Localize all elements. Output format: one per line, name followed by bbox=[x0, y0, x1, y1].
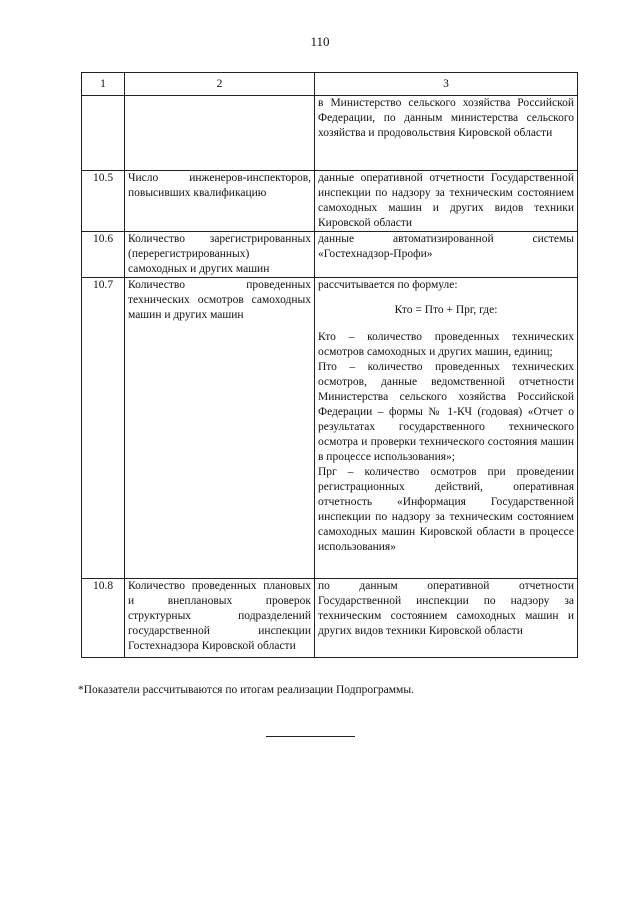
formula: Кто = Пто + Прг, где: bbox=[394, 304, 498, 316]
formula-term: Кто – количество проведенных технических осмотров самоходных и других машин, единиц; bbox=[318, 331, 574, 358]
data-source: в Министерство сельского хозяйства Российской Федерации, по данным министерства сельского хозяйства и продовольствия Кировской области bbox=[315, 96, 578, 171]
row-number bbox=[82, 96, 125, 171]
indicator-name: Число инженеров-инспекторов, повысивших квалификацию bbox=[125, 171, 315, 232]
indicator-name: Количество зарегистрированных (перерегистрированных) самоходных и других машин bbox=[125, 232, 315, 278]
formula-intro: рассчитывается по формуле: bbox=[318, 279, 458, 291]
table-row bbox=[82, 96, 578, 171]
data-source bbox=[315, 278, 578, 579]
row-number: 10.6 bbox=[82, 232, 125, 278]
row-number: 10.5 bbox=[82, 171, 125, 232]
formula-term: Прг – количество осмотров при проведении регистрационных действий, оперативная отчетность «Информация Государственной инспекции по надзору за техническим состоянием самоходных машин Кировской области в процессе использования» bbox=[318, 466, 574, 553]
data-source: данные автоматизированной системы «Гостехнадзор-Профи» bbox=[315, 232, 578, 278]
page-number: 110 bbox=[310, 34, 330, 49]
indicators-table bbox=[81, 72, 578, 658]
table-row bbox=[82, 232, 578, 278]
table-row bbox=[82, 579, 578, 658]
indicator-name: Количество проведенных технических осмотров самоходных машин и других машин bbox=[125, 278, 315, 579]
table-header-row bbox=[82, 73, 578, 96]
data-source: данные оперативной отчетности Государственной инспекции по надзору за техническим состоянием самоходных машин и других видов техники Кировской области bbox=[315, 171, 578, 232]
footnote: *Показатели рассчитываются по итогам реализации Подпрограммы. bbox=[78, 684, 414, 696]
indicator-name: Количество проведенных плановых и внеплановых проверок структурных подразделений государственной инспекции Гостехнадзора Кировской области bbox=[125, 579, 315, 658]
data-source: по данным оперативной отчетности Государственной инспекции по надзору за техническим состоянием самоходных машин и других видов техники Кировской области bbox=[315, 579, 578, 658]
table-row bbox=[82, 278, 578, 579]
column-header-2: 2 bbox=[125, 73, 315, 96]
formula-term: Пто – количество проведенных технических осмотров, данные ведомственной отчетности Министерства сельского хозяйства Российской Федерации – формы № 1-КЧ (годовая) «Отчет о результатах государственного технического осмотра и проверки технического состояния машин в процессе использования»; bbox=[318, 361, 574, 463]
separator-line bbox=[266, 736, 355, 737]
row-number: 10.8 bbox=[82, 579, 125, 658]
indicator-name bbox=[125, 96, 315, 171]
column-header-3: 3 bbox=[315, 73, 578, 96]
row-number: 10.7 bbox=[82, 278, 125, 579]
column-header-1: 1 bbox=[82, 73, 125, 96]
table-row bbox=[82, 171, 578, 232]
